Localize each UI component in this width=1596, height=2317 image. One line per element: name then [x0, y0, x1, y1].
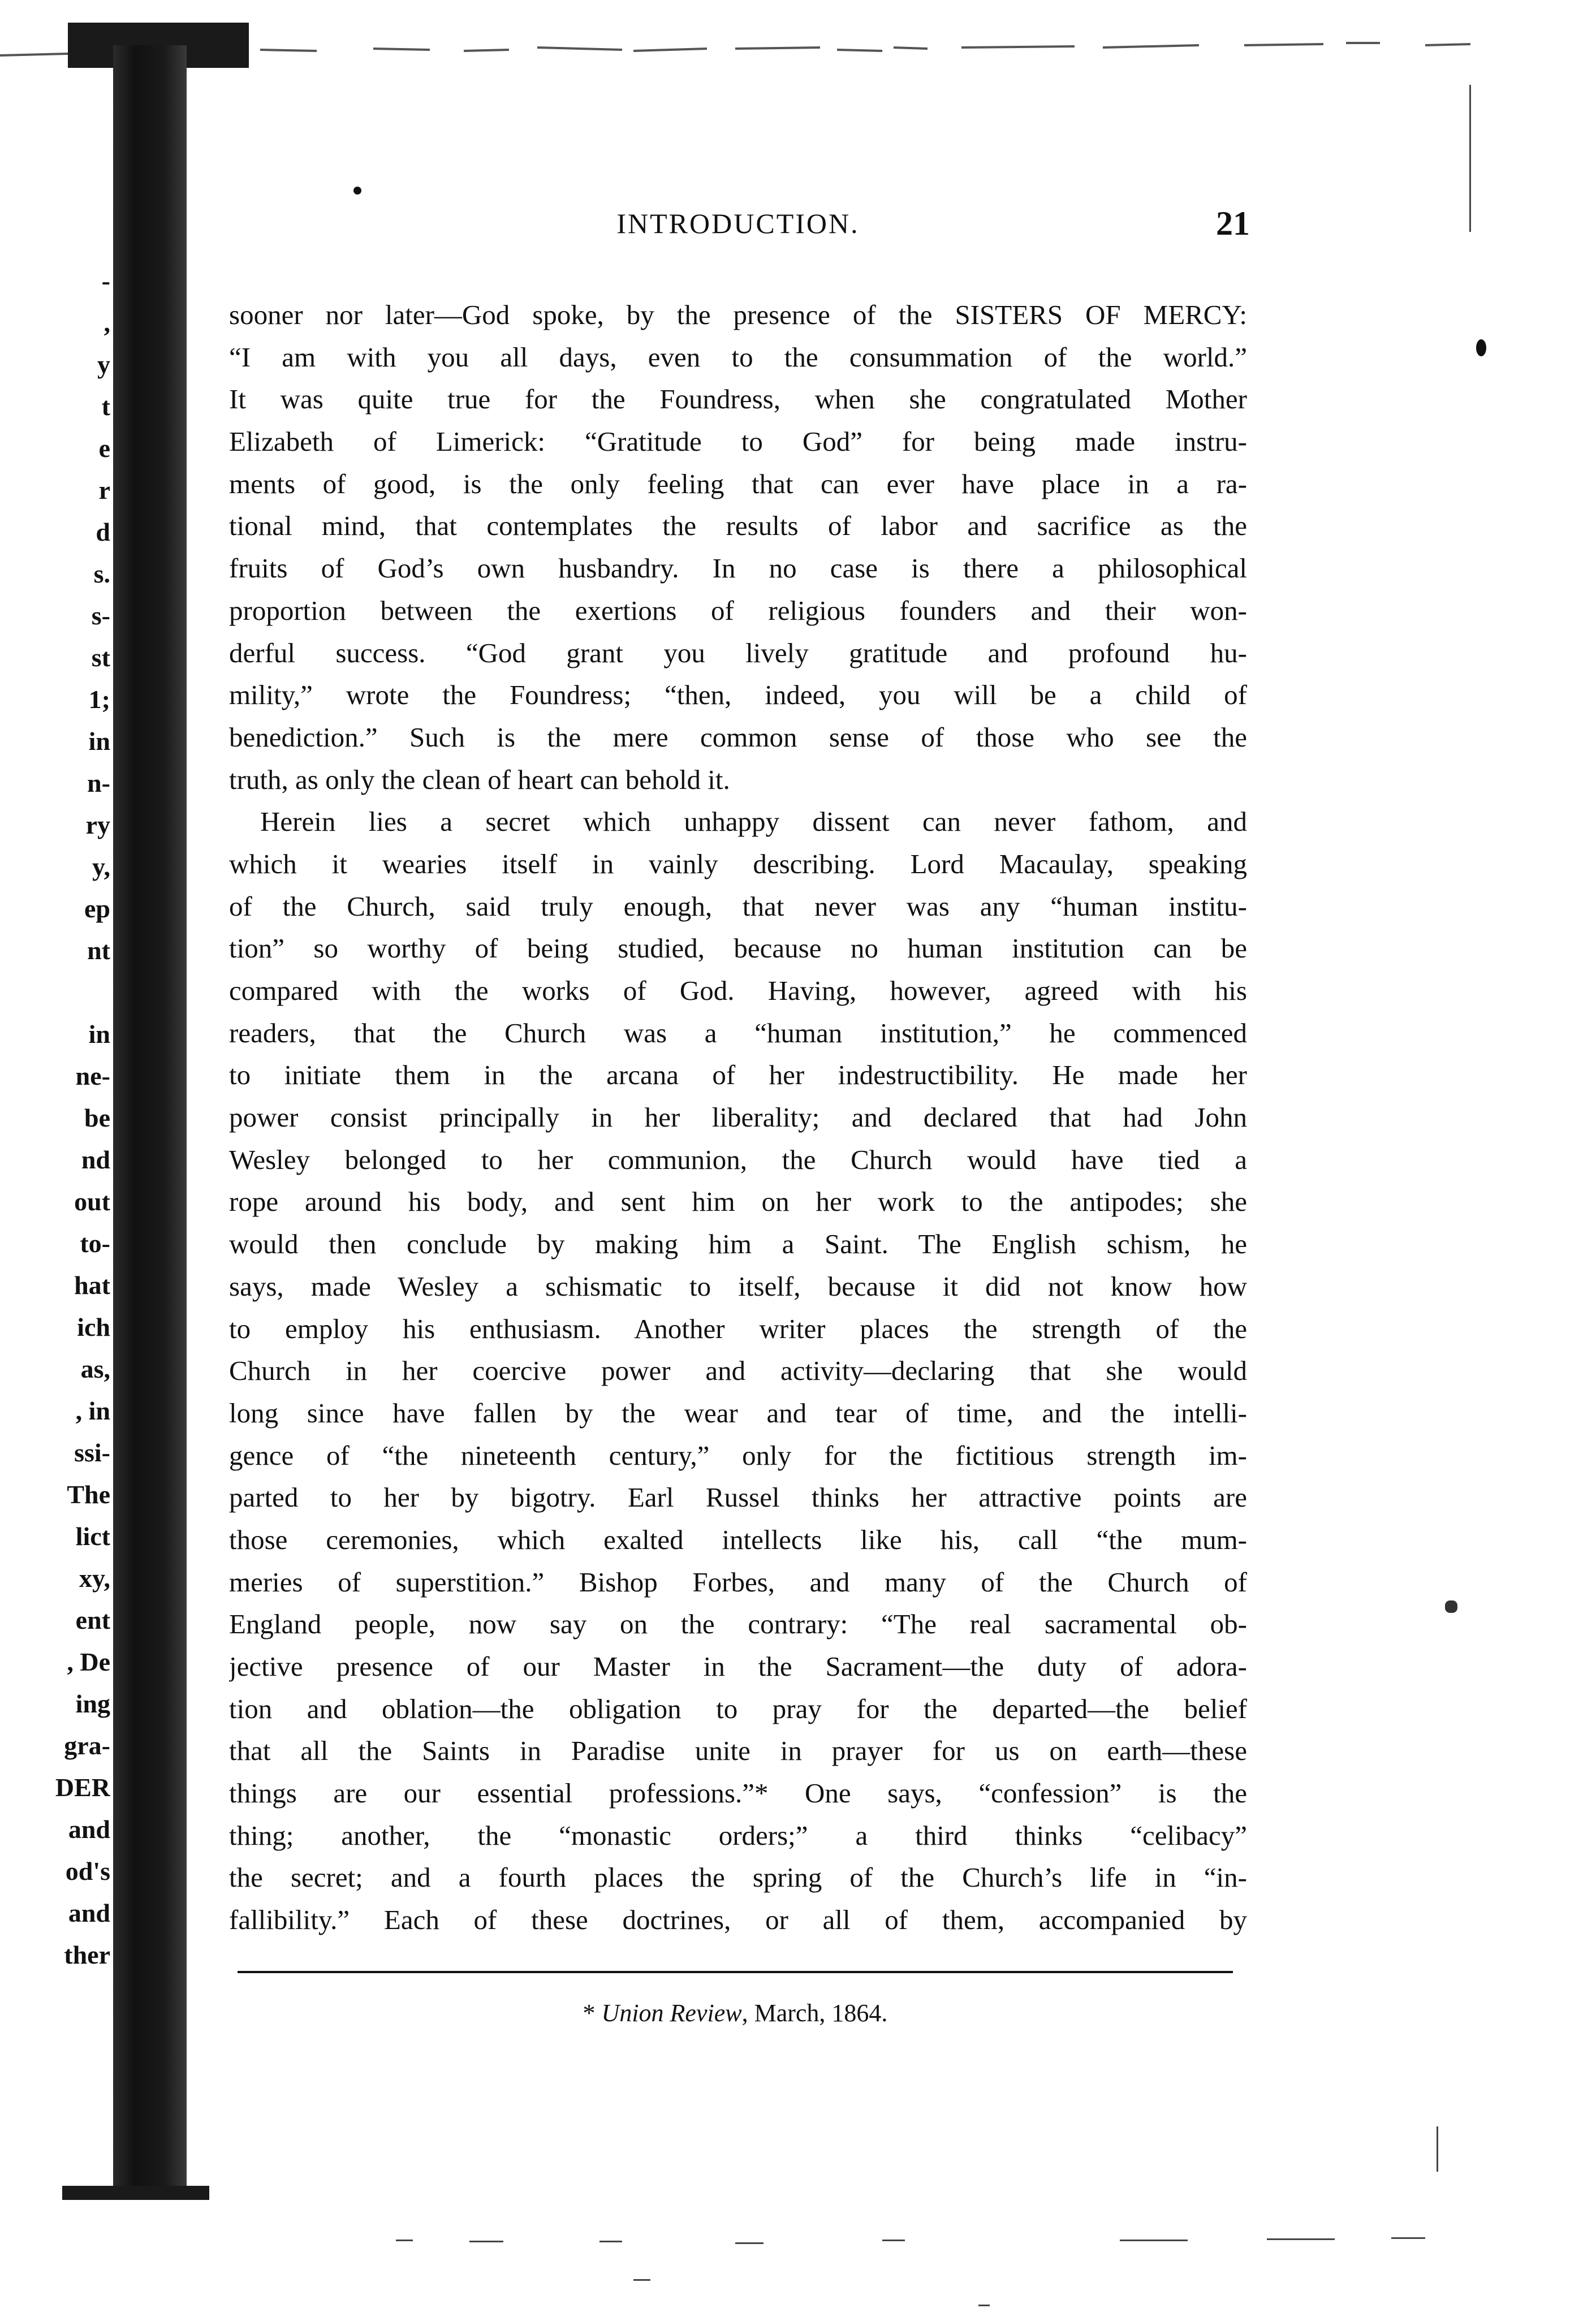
previous-page-fragment: to-	[80, 1229, 110, 1258]
scan-speck	[1437, 2126, 1438, 2172]
text-line: fruits of God’s own husbandry. In no case is there a philosophical	[229, 553, 1247, 584]
text-line: benediction.” Such is the mere common sense of those who see the	[229, 721, 1247, 753]
previous-page-fragment: st	[91, 643, 110, 672]
previous-page-fragment: out	[74, 1187, 110, 1216]
scan-speck	[599, 2241, 622, 2242]
footnote-date: , March, 1864.	[741, 1999, 888, 2027]
previous-page-fragment: s.	[93, 559, 110, 588]
text-line: Herein lies a secret which unhappy dissent can never fathom, and	[260, 806, 1247, 838]
text-line: proportion between the exertions of religious founders and their won-	[229, 594, 1247, 626]
previous-page-fragment: s-	[91, 601, 110, 630]
previous-page-fragment: y,	[92, 852, 110, 881]
text-line: which it wearies itself in vainly describing. Lord Macaulay, speaking	[229, 848, 1247, 879]
previous-page-fragment: , in	[75, 1396, 110, 1425]
previous-page-fragment: DER	[55, 1773, 110, 1802]
scan-speck	[633, 2279, 650, 2281]
text-line: mility,” wrote the Foundress; “then, indeed, you will be a child of	[229, 679, 1247, 711]
footnote-rule	[238, 1971, 1233, 1973]
text-line: tional mind, that contemplates the results of labor and sacrifice as the	[229, 510, 1247, 542]
binding-strip	[113, 45, 187, 2194]
text-line: gence of “the nineteenth century,” only for the fictitious strength im-	[229, 1439, 1247, 1471]
previous-page-fragment: be	[84, 1103, 110, 1132]
previous-page-fragment: xy,	[79, 1564, 110, 1593]
binding-strip-bottom	[62, 2186, 209, 2200]
previous-page-fragment: The	[67, 1480, 110, 1509]
text-line: thing; another, the “monastic orders;” a third thinks “celibacy”	[229, 1819, 1247, 1851]
page-number: 21	[1216, 205, 1250, 242]
previous-page-fragment: y	[97, 350, 110, 379]
previous-page-fragment: and	[68, 1899, 110, 1927]
previous-page-fragment: in	[88, 1020, 110, 1049]
footnote-publication: Union Review	[601, 1999, 742, 2027]
scan-speck	[469, 2241, 503, 2242]
previous-page-fragment: r	[98, 476, 110, 504]
body-text	[229, 294, 1247, 1941]
previous-page-fragment: e	[98, 434, 110, 463]
previous-page-fragment: d	[96, 517, 110, 546]
running-head: INTRODUCTION.	[616, 208, 860, 239]
previous-page-fragment	[0, 972, 110, 1013]
previous-page-fragment: ther	[64, 1940, 110, 1969]
previous-page-fragment: ssi-	[74, 1438, 110, 1467]
previous-page-fragment: od's	[65, 1857, 110, 1885]
text-line: rope around his body, and sent him on her work to the antipodes; she	[229, 1186, 1247, 1218]
scan-speck	[1469, 85, 1471, 232]
scan-speck	[735, 2242, 764, 2244]
previous-page-fragment: ry	[85, 810, 110, 839]
scan-speck	[1267, 2238, 1335, 2240]
scan-speck	[882, 2240, 905, 2241]
text-line: Church in her coercive power and activity—declaring that she would	[229, 1355, 1247, 1387]
scan-speck	[396, 2240, 413, 2241]
previous-page-fragment: ep	[84, 894, 110, 923]
text-line: says, made Wesley a schismatic to itself, because it did not know how	[229, 1270, 1247, 1302]
previous-page-fragment: ,	[103, 308, 110, 337]
previous-page-fragment: ich	[77, 1313, 110, 1341]
previous-page-fragment: gra-	[64, 1731, 110, 1760]
previous-page-fragment: t	[101, 392, 110, 421]
text-line: sooner nor later—God spoke, by the presence of the SISTERS OF MERCY:	[229, 299, 1247, 330]
scan-speck	[1391, 2237, 1425, 2239]
text-line: Elizabeth of Limerick: “Gratitude to God” for being made instru-	[229, 426, 1247, 458]
text-line: would then conclude by making him a Saint. The English schism, he	[229, 1228, 1247, 1260]
previous-page-fragments	[0, 260, 110, 1976]
text-line: long since have fallen by the wear and tear of time, and the intelli-	[229, 1397, 1247, 1429]
text-line: to employ his enthusiasm. Another writer places the strength of the	[229, 1313, 1247, 1344]
previous-page-fragment: -	[101, 266, 110, 295]
text-line: jective presence of our Master in the Sacrament—the duty of adora-	[229, 1651, 1247, 1682]
previous-page-fragment: and	[68, 1815, 110, 1844]
text-line: compared with the works of God. Having, however, agreed with his	[229, 975, 1247, 1006]
scan-speck	[1445, 1600, 1457, 1613]
footnote	[226, 1991, 1244, 2036]
previous-page-fragment: , De	[67, 1647, 110, 1676]
previous-page-fragment: in	[88, 727, 110, 756]
previous-page-fragment: as,	[80, 1354, 110, 1383]
text-line: derful success. “God grant you lively gratitude and profound hu-	[229, 637, 1247, 668]
text-line: of the Church, said truly enough, that never was any “human institu-	[229, 890, 1247, 922]
ink-dot	[353, 187, 361, 195]
text-line: tion and oblation—the obligation to pray for the departed—the belief	[229, 1693, 1247, 1724]
text-line: tion” so worthy of being studied, because no human institution can be	[229, 933, 1247, 964]
previous-page-fragment: nt	[87, 936, 110, 965]
text-line: England people, now say on the contrary: “The real sacramental ob-	[229, 1608, 1247, 1640]
text-line: things are our essential professions.”* One says, “confession” is the	[229, 1777, 1247, 1809]
previous-page-fragment: hat	[74, 1271, 110, 1300]
scan-speck	[978, 2305, 990, 2306]
previous-page-fragment: ent	[75, 1606, 110, 1634]
footnote-marker: *	[583, 1999, 602, 2027]
scan-speck	[1476, 339, 1486, 356]
text-line: the secret; and a fourth places the spring of the Church’s life in “in-	[229, 1862, 1247, 1893]
previous-page-fragment: 1;	[88, 685, 110, 714]
previous-page-fragment: ne-	[75, 1062, 110, 1090]
text-line: “I am with you all days, even to the consummation of the world.”	[229, 341, 1247, 373]
scan-speck	[1120, 2240, 1188, 2241]
page-header	[226, 201, 1250, 246]
text-line: readers, that the Church was a “human institution,” he commenced	[229, 1017, 1247, 1049]
text-line: truth, as only the clean of heart can behold it.	[229, 763, 730, 795]
previous-page-fragment: lict	[75, 1522, 110, 1551]
text-line: to initiate them in the arcana of her indestructibility. He made her	[229, 1059, 1247, 1091]
previous-page-fragment: nd	[81, 1145, 110, 1174]
text-line: meries of superstition.” Bishop Forbes, and many of the Church of	[229, 1566, 1247, 1598]
text-line: fallibility.” Each of these doctrines, or all of them, accompanied by	[229, 1904, 1247, 1936]
previous-page-fragment: n-	[87, 769, 110, 797]
text-line: It was quite true for the Foundress, when she congratulated Mother	[229, 383, 1247, 415]
text-line: those ceremonies, which exalted intellects like his, call “the mum-	[229, 1524, 1247, 1555]
text-line: ments of good, is the only feeling that can ever have place in a ra-	[229, 468, 1247, 499]
text-line: power consist principally in her liberality; and declared that had John	[229, 1102, 1247, 1133]
previous-page-fragment: ing	[75, 1689, 110, 1718]
text-line: parted to her by bigotry. Earl Russel thinks her attractive points are	[229, 1482, 1247, 1513]
text-line: Wesley belonged to her communion, the Church would have tied a	[229, 1144, 1247, 1175]
text-line: that all the Saints in Paradise unite in prayer for us on earth—these	[229, 1735, 1247, 1767]
